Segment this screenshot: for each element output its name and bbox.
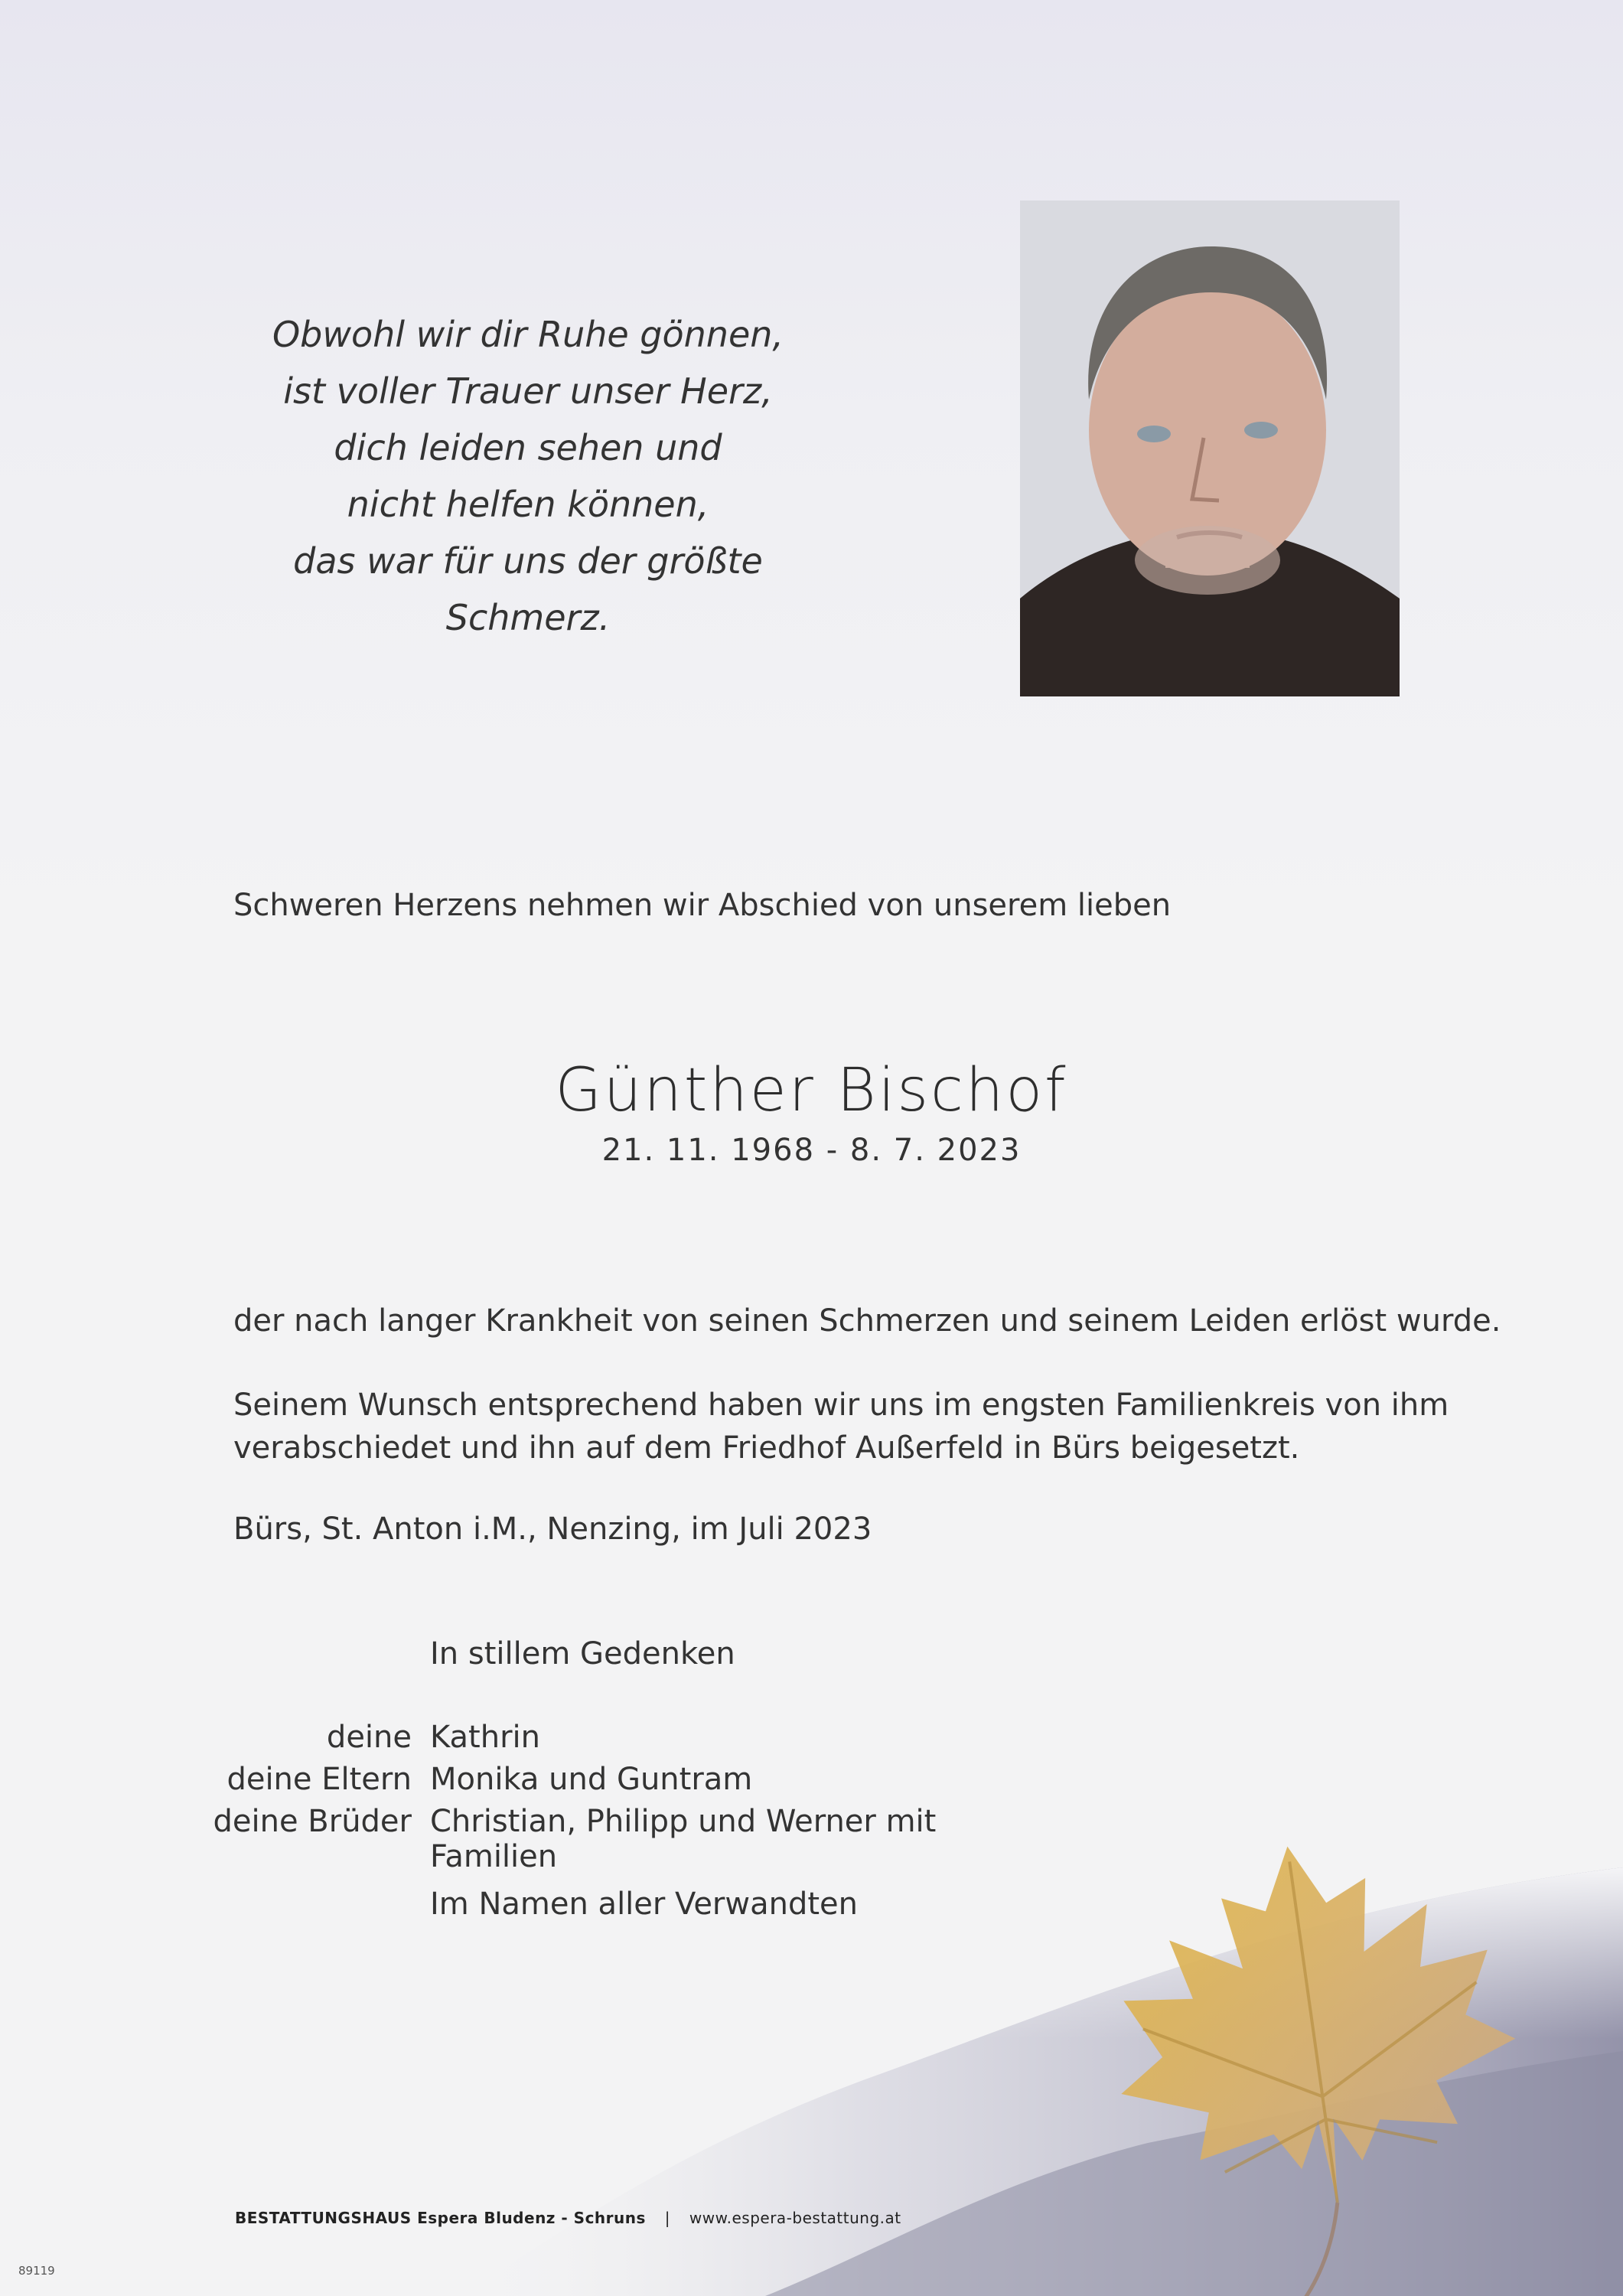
footer-company: BESTATTUNGSHAUS Espera Bludenz - Schruns	[235, 2209, 646, 2227]
text-line-1: der nach langer Krankheit von seinen Schmerzen und seinem Leiden erlöst wurde.	[233, 1303, 1501, 1339]
place-date: Bürs, St. Anton i.M., Nenzing, im Juli 2023	[233, 1512, 872, 1547]
poem-line: dich leiden sehen und	[334, 427, 722, 468]
family-names: Monika und Guntram	[430, 1762, 753, 1797]
footer-separator: |	[664, 2209, 671, 2227]
family-names: Christian, Philipp und Werner mit Familien	[430, 1804, 937, 1874]
poem-line: nicht helfen können,	[347, 484, 709, 525]
footer	[235, 2209, 901, 2227]
in-memory-text: In stillem Gedenken	[430, 1636, 735, 1671]
family-row	[0, 1762, 1071, 1805]
footer-website-link[interactable]: www.espera-bestattung.at	[689, 2209, 901, 2227]
poem	[222, 306, 834, 646]
poem-line: ist voller Trauer unser Herz,	[283, 370, 773, 412]
family-row	[0, 1720, 1071, 1763]
intro-text: Schweren Herzens nehmen wir Abschied von unserem lieben	[233, 888, 1172, 923]
text-line-2a: Seinem Wunsch entsprechend haben wir uns im engsten Familienkreis von ihm	[233, 1388, 1449, 1423]
deceased-name: Günther Bischof	[555, 1056, 1068, 1125]
family-relation: deine	[326, 1720, 412, 1755]
closing-text: Im Namen aller Verwandten	[430, 1887, 858, 1922]
family-relation: deine Brüder	[213, 1804, 412, 1839]
print-code: 89119	[18, 2264, 55, 2278]
text-line-2b: verabschiedet und ihn auf dem Friedhof Außerfeld in Bürs beigesetzt.	[233, 1430, 1300, 1466]
family-row	[0, 1804, 1071, 1874]
family-names: Kathrin	[430, 1720, 540, 1755]
family-relation: deine Eltern	[227, 1762, 412, 1797]
portrait-photo	[1020, 201, 1400, 696]
poem-line: das war für uns der größte Schmerz.	[293, 540, 763, 638]
life-dates: 21. 11. 1968 - 8. 7. 2023	[601, 1133, 1022, 1168]
poem-line: Obwohl wir dir Ruhe gönnen,	[272, 314, 784, 355]
text-paragraph-2	[233, 1384, 1449, 1469]
